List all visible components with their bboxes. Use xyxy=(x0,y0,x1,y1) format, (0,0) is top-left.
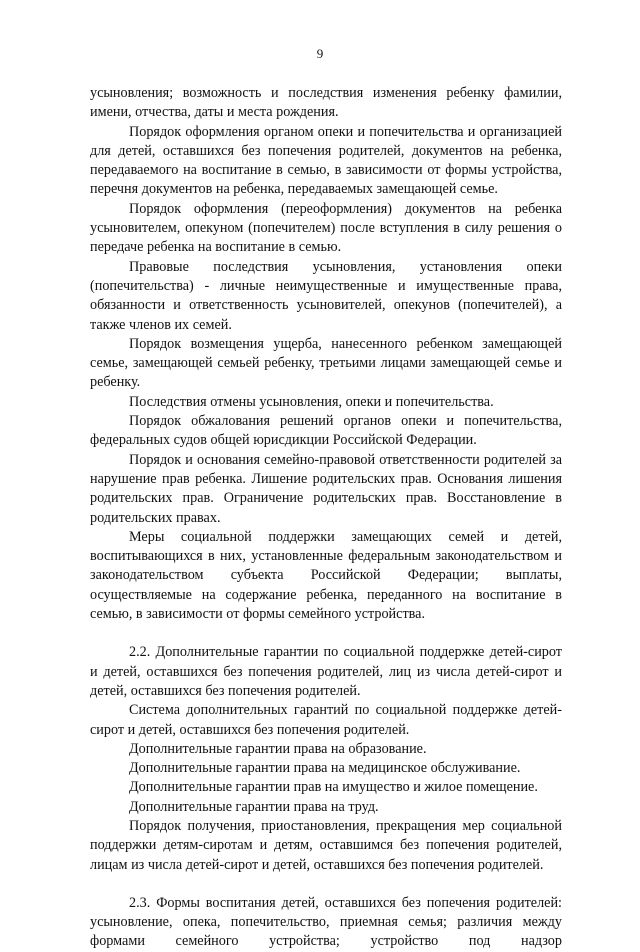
section-spacer xyxy=(90,875,562,894)
paragraph-legal-consequences: Правовые последствия усыновления, установления опеки (попечительства) - личные неимущественные и имущественные права, обязанности и ответственность усыновителей, опекунов (попечителей), а также членов их семей. xyxy=(90,258,562,333)
document-body xyxy=(90,84,562,952)
paragraph-guarantee-system: Система дополнительных гарантий по социальной поддержке детей-сирот и детей, оставшихся без попечения родителей. xyxy=(90,702,562,738)
paragraph-support-procedure: Порядок получения, приостановления, прекращения мер социальной поддержки детям-сиротам и детям, оставшимся без попечения родителей, лицам из числа детей-сирот и детей, оставшихся без попечения родителей. xyxy=(90,817,562,873)
paragraph-property-guarantees: Дополнительные гарантии прав на имущество и жилое помещение. xyxy=(129,779,538,796)
page-number: 9 xyxy=(316,46,324,61)
paragraph-cancellation-consequences: Последствия отмены усыновления, опеки и попечительства. xyxy=(129,393,494,410)
paragraph-labor-guarantees: Дополнительные гарантии права на труд. xyxy=(129,798,379,815)
section-2-3-heading: 2.3. Формы воспитания детей, оставшихся без попечения родителей: усыновление, опека, попечительство, приемная семья; различия между формами семейного устройства; устройство под надзор xyxy=(90,894,562,950)
paragraph-education-guarantees: Дополнительные гарантии права на образование. xyxy=(129,740,427,757)
paragraph-medical-guarantees: Дополнительные гарантии права на медицинское обслуживание. xyxy=(129,760,521,777)
paragraph-adoption-consequences: усыновления; возможность и последствия изменения ребенку фамилии, имени, отчества, даты и места рождения. xyxy=(90,85,562,121)
paragraph-document-reissue: Порядок оформления (переоформления) документов на ребенка усыновителем, опекуном (попечителем) после вступления в силу решения о передаче ребенка на воспитание в семью. xyxy=(90,200,562,256)
paragraph-document-processing: Порядок оформления органом опеки и попечительства и организацией для детей, оставшихся без попечения родителей, документов на ребенка, передаваемого на воспитание в семью, в зависимости от формы устройства, перечня документов на ребенка, передаваемых замещающей семье. xyxy=(90,123,562,198)
paragraph-damage-compensation: Порядок возмещения ущерба, нанесенного ребенком замещающей семье, замещающей семьей ребенку, третьими лицами замещающей семье и ребенку. xyxy=(90,335,562,391)
paragraph-social-support-measures: Меры социальной поддержки замещающих семей и детей, воспитывающихся в них, установленные федеральным законодательством и законодательством субъекта Российской Федерации; выплаты, осуществляемые на содержание ребенка, переданного на воспитание в семью, в зависимости от формы семейного устройства. xyxy=(90,528,562,623)
section-spacer xyxy=(90,624,562,643)
paragraph-appeal-procedure: Порядок обжалования решений органов опеки и попечительства, федеральных судов общей юрисдикции Российской Федерации. xyxy=(90,413,562,449)
paragraph-parental-responsibility: Порядок и основания семейно-правовой ответственности родителей за нарушение прав ребенка. Лишение родительских прав. Основания лишения родительских прав. Ограничение родительских прав. Восстановление в родительских правах. xyxy=(90,451,562,526)
section-2-2-heading: 2.2. Дополнительные гарантии по социальной поддержке детей-сирот и детей, оставшихся без попечения родителей, лиц из числа детей-сирот и детей, оставшихся без попечения родителей. xyxy=(90,644,562,699)
